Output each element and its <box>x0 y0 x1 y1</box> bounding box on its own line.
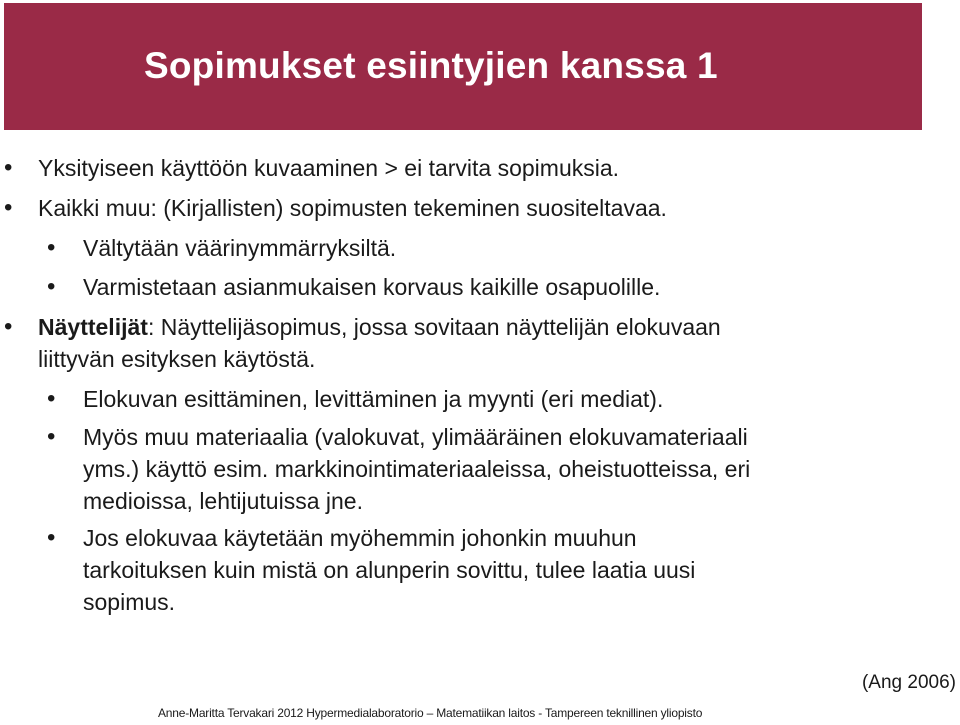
bullet-bold-lead: Näyttelijät <box>38 314 148 340</box>
bullet-text-continued: yms.) käyttö esim. markkinointimateriaaleissa, oheistuotteissa, eri <box>83 456 751 482</box>
bullet-text-continued: liittyvän esityksen käytöstä. <box>38 346 316 372</box>
bullet-text-continued: medioissa, lehtijutuissa jne. <box>83 488 363 514</box>
bullet-text: : Näyttelijäsopimus, jossa sovitaan näyttelijän elokuvaan <box>147 314 721 340</box>
bullet-dot-icon: • <box>47 234 56 261</box>
slide-footer: Anne-Maritta Tervakari 2012 Hypermedialaboratorio – Matematiikan laitos - Tampereen teknillinen yliopisto <box>158 706 703 720</box>
bullet-dot-icon: • <box>47 385 56 412</box>
bullet-text: Jos elokuvaa käytetään myöhemmin johonkin muuhun <box>83 525 637 551</box>
bullet-text-continued: sopimus. <box>83 589 176 615</box>
bullet-text: Vältytään väärinymmärryksiltä. <box>83 235 397 261</box>
sub-bullet-item <box>47 522 696 618</box>
slide-title: Sopimukset esiintyjien kanssa 1 <box>144 45 718 86</box>
bullet-item <box>4 192 667 224</box>
bullet-text: Myös muu materiaalia (valokuvat, ylimääräinen elokuvamateriaali <box>83 424 748 450</box>
bullet-dot-icon: • <box>4 313 13 340</box>
bullet-dot-icon: • <box>47 423 56 450</box>
bullet-dot-icon: • <box>4 194 13 221</box>
bullet-text: Varmistetaan asianmukaisen korvaus kaikille osapuolille. <box>83 274 661 300</box>
sub-bullet-item <box>47 271 661 303</box>
sub-bullet-item <box>47 421 751 517</box>
bullet-dot-icon: • <box>4 154 13 181</box>
bullet-text: Kaikki muu: (Kirjallisten) sopimusten tekeminen suositeltavaa. <box>38 195 667 221</box>
sub-bullet-item <box>47 232 397 264</box>
citation: (Ang 2006) <box>861 672 956 693</box>
bullet-dot-icon: • <box>47 524 56 551</box>
bullet-item <box>4 311 721 375</box>
bullet-item <box>4 152 620 184</box>
sub-bullet-item <box>47 383 664 415</box>
bullet-text-continued: tarkoituksen kuin mistä on alunperin sovittu, tulee laatia uusi <box>83 557 696 583</box>
bullet-dot-icon: • <box>47 273 56 300</box>
bullet-text: Elokuvan esittäminen, levittäminen ja myynti (eri mediat). <box>83 386 664 412</box>
bullet-text: Yksityiseen käyttöön kuvaaminen > ei tarvita sopimuksia. <box>38 155 620 181</box>
